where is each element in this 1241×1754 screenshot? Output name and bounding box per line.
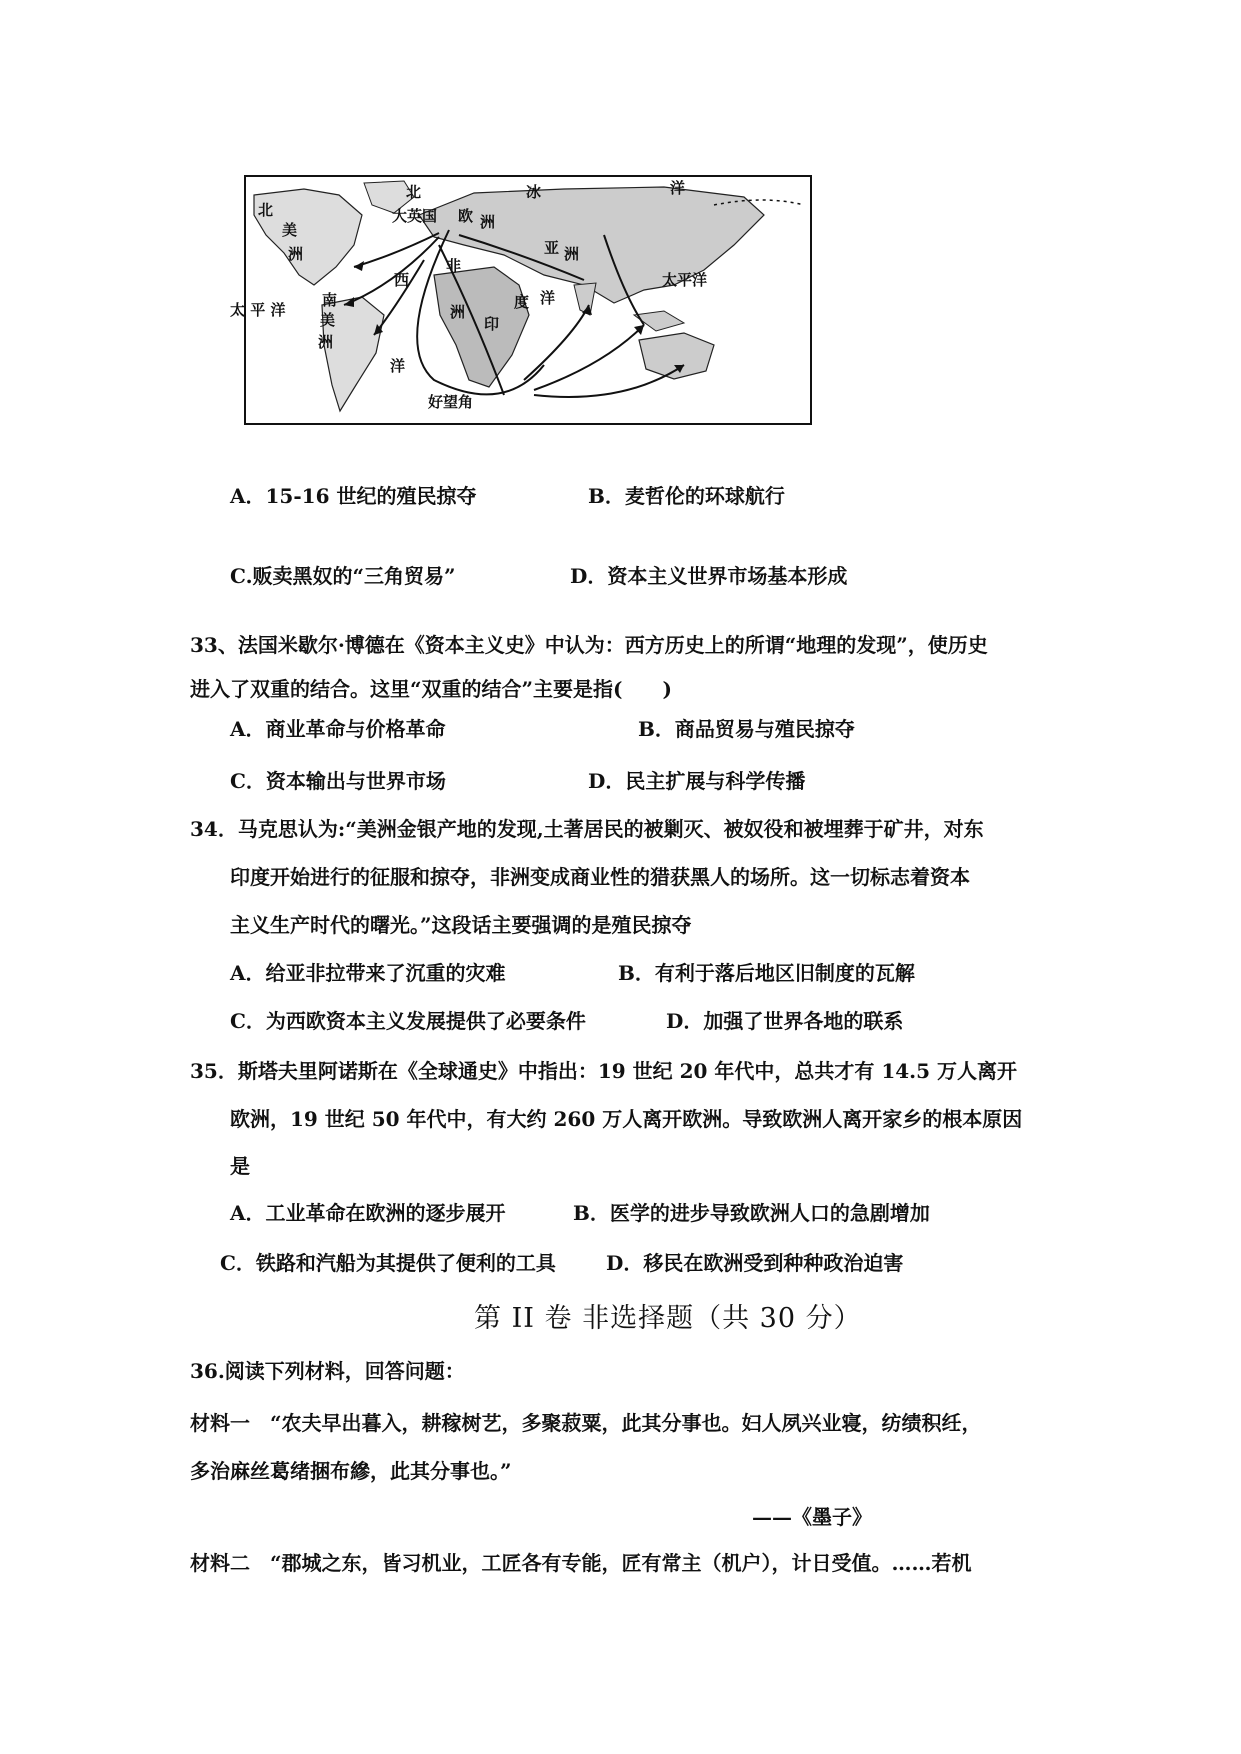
q36-material-1-line-1: 材料一 “农夫早出暮入，耕稼树艺，多聚菽粟，此其分事也。妇人夙兴业寝，纺绩积纴， bbox=[190, 1411, 982, 1435]
q35-option-b: B．医学的进步导致欧洲人口的急剧增加 bbox=[573, 1201, 930, 1225]
map-label-cape: 好望角 bbox=[428, 393, 474, 411]
q35-option-c: C．铁路和汽船为其提供了便利的工具 bbox=[220, 1251, 556, 1275]
section-2-title: 第 II 卷 非选择题（共 30 分） bbox=[474, 1303, 862, 1334]
q34-option-b: B．有利于落后地区旧制度的瓦解 bbox=[618, 961, 915, 985]
map-label-indian-1: 印 bbox=[484, 315, 500, 333]
q33-option-a: A．商业革命与价格革命 bbox=[230, 717, 446, 741]
q35-option-d: D．移民在欧洲受到种种政治迫害 bbox=[606, 1251, 904, 1275]
q35-line-2: 欧洲，19 世纪 50 年代中，有大约 260 万人离开欧洲。导致欧洲人离开家乡的根本原因 bbox=[230, 1107, 1023, 1131]
q34-line-3: 主义生产时代的曙光。”这段话主要强调的是殖民掠夺 bbox=[230, 913, 692, 937]
map-label-pacific-left: 太 平 洋 bbox=[230, 301, 286, 319]
map-label-asia-2: 洲 bbox=[564, 245, 580, 263]
map-label-ocean-west: 洋 bbox=[390, 357, 406, 375]
q34-option-c: C．为西欧资本主义发展提供了必要条件 bbox=[230, 1009, 586, 1033]
map-label-asia-1: 亚 bbox=[544, 239, 560, 257]
map-label-south-america-1: 南 bbox=[322, 291, 338, 309]
map-label-indian-2: 度 bbox=[514, 293, 530, 311]
map-label-africa-1: 非 bbox=[446, 257, 462, 275]
map-label-north: 北 bbox=[406, 183, 422, 201]
map-label-north-america-3: 洲 bbox=[288, 245, 304, 263]
q36-material-1-source: ——《墨子》 bbox=[752, 1505, 872, 1529]
q32-option-d: D．资本主义世界市场基本形成 bbox=[570, 564, 848, 588]
q33-option-d: D．民主扩展与科学传播 bbox=[588, 769, 806, 793]
q36-material-1-line-2: 多治麻丝葛绪捆布縿，此其分事也。” bbox=[190, 1459, 512, 1483]
q35-line-3: 是 bbox=[230, 1154, 250, 1178]
q32-option-c: C.贩卖黑奴的“三角贸易” bbox=[230, 564, 456, 588]
q34-line-2: 印度开始进行的征服和掠夺，非洲变成商业性的猎获黑人的场所。这一切标志着资本 bbox=[230, 865, 970, 889]
q36-material-2-line-1: 材料二 “郡城之东，皆习机业，工匠各有专能，匠有常主（机户），计日受值。……若机 bbox=[190, 1551, 972, 1575]
map-label-pacific-right: 太平洋 bbox=[662, 271, 708, 289]
q34-option-d: D．加强了世界各地的联系 bbox=[666, 1009, 904, 1033]
map-label-europe-1: 欧 bbox=[458, 207, 474, 225]
map-label-north-america-2: 美 bbox=[282, 221, 298, 239]
q34-option-a: A．给亚非拉带来了沉重的灾难 bbox=[230, 961, 506, 985]
colonial-trade-map bbox=[230, 175, 812, 425]
map-label-south-america-3: 洲 bbox=[318, 333, 334, 351]
q32-option-a: A．15-16 世纪的殖民掠夺 bbox=[230, 484, 477, 508]
q32-option-b: B．麦哲伦的环球航行 bbox=[588, 484, 785, 508]
map-label-europe-2: 洲 bbox=[480, 213, 496, 231]
q34-line-1: 34．马克思认为:“美洲金银产地的发现,土著居民的被剿灭、被奴役和被埋葬于矿井，对东 bbox=[190, 817, 984, 841]
map-label-south-america-2: 美 bbox=[320, 311, 336, 329]
q33-line-1: 33、法国米歇尔·博德在《资本主义史》中认为：西方历史上的所谓“地理的发现”，使历史 bbox=[190, 633, 988, 657]
map-label-indian-3: 洋 bbox=[540, 289, 556, 307]
q35-option-a: A．工业革命在欧洲的逐步展开 bbox=[230, 1201, 506, 1225]
q36-intro: 36.阅读下列材料，回答问题： bbox=[190, 1359, 465, 1383]
q33-option-c: C．资本输出与世界市场 bbox=[230, 769, 446, 793]
map-label-africa-2: 洲 bbox=[450, 303, 466, 321]
map-label-ice: 冰 bbox=[526, 183, 542, 201]
q35-line-1: 35．斯塔夫里阿诺斯在《全球通史》中指出：19 世纪 20 年代中，总共才有 14.5 万人离开 bbox=[190, 1059, 1018, 1083]
map-label-west: 西 bbox=[394, 271, 410, 289]
q33-line-2: 进入了双重的结合。这里“双重的结合”主要是指( ) bbox=[190, 677, 672, 701]
map-label-britain: 大英国 bbox=[392, 207, 438, 225]
q33-option-b: B．商品贸易与殖民掠夺 bbox=[638, 717, 855, 741]
map-label-north-america-1: 北 bbox=[258, 201, 274, 219]
map-label-ocean-top: 洋 bbox=[670, 179, 686, 197]
